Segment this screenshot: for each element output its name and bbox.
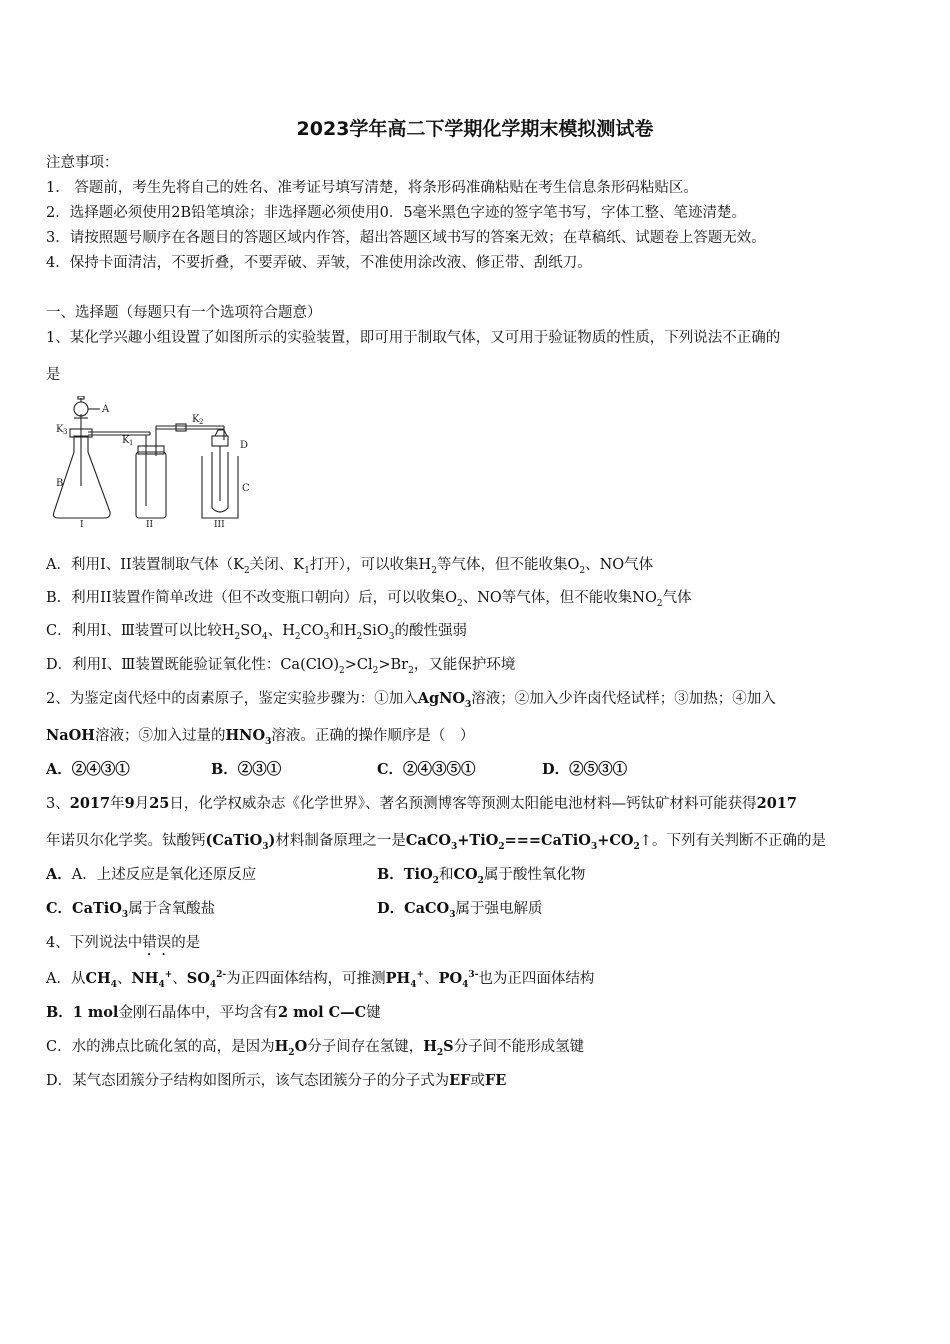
notice-item-2: 2．选择题必须使用2B铅笔填涂；非选择题必须使用0．5毫米黑色字迹的签字笔书写，字体工整、笔迹清楚。	[46, 205, 747, 221]
q3-option-d: D．CaCO$_3$属于强电解质	[377, 900, 543, 920]
label-A: A	[102, 404, 110, 415]
q3-option-b: B．TiO$_2$和$CO_2$属于酸性氧化物	[377, 866, 586, 886]
label-B: B	[56, 478, 64, 489]
q3-stem-line2: 年诺贝尔化学奖。钛酸钙(CaTiO$_3$)材料制备原理之一是$CaCO_3+TiO_2===CaTiO_3+CO_2↑$。下列有关判断不正确的是	[46, 832, 826, 852]
q1-option-d: D．利用Ⅰ、Ⅲ装置既能验证氧化性：$Ca(ClO)_2>Cl_2>Br_2$，又能保护环境	[46, 657, 516, 676]
q4-option-c: C．水的沸点比硫化氢的高，是因为$H_2O$分子间存在氢键，$H_2S$分子间不能形成氢键	[46, 1038, 585, 1058]
apparatus-diagram	[52, 396, 262, 528]
q3-stem-line1: 3、2017年9月25日，化学权威杂志《化学世界》、著名预测博客等预测太阳能电池材料—钙钛矿材料可能获得2017	[46, 795, 797, 812]
notice-item-3: 3．请按照题号顺序在各题目的答题区域内作答，超出答题区域书写的答案无效；在草稿纸、试题卷上答题无效。	[46, 230, 766, 246]
q4-option-d: D．某气态团簇分子结构如图所示，该气态团簇分子的分子式为EF或FE	[46, 1072, 507, 1089]
label-K3-sub: 3	[63, 428, 68, 436]
q2-stem-line2: NaOH溶液；⑤加入过量的$HNO_3$溶液。正确的操作顺序是（ ）	[46, 727, 475, 747]
label-II: II	[146, 520, 154, 528]
section-heading: 一、选择题（每题只有一个选项符合题意）	[46, 305, 322, 321]
q3-option-c: C．CaTiO$_3$属于含氧酸盐	[46, 900, 216, 920]
q4-stem: 4、下列说法中错误的是	[46, 935, 201, 951]
label-III: III	[214, 520, 225, 528]
notice-item-1: 1. 答题前，考生先将自己的姓名、准考证号填写清楚，将条形码准确粘贴在考生信息条形码粘贴区。	[46, 180, 698, 196]
q3-option-a: A．A．上述反应是氧化还原反应	[46, 866, 257, 883]
label-I: I	[80, 520, 84, 528]
q4-option-a: A．从$CH_4$、$NH_4^+$、$SO_4^{2-}$为正四面体结构，可推测$PH_4^+$、$PO_4^{3-}$也为正四面体结构	[46, 970, 595, 990]
q2-option-d: D．②⑤③①	[542, 761, 628, 778]
q2-option-a: A．②④③①	[46, 761, 130, 778]
label-K2: K	[192, 414, 200, 425]
q2-option-c: C．②④③⑤①	[377, 761, 476, 778]
q1-stem-line1: 1、某化学兴趣小组设置了如图所示的实验装置，即可用于制取气体，又可用于验证物质的性质，下列说法不正确的	[46, 330, 781, 346]
q4-option-b: B．1 mol金刚石晶体中，平均含有2 mol C—C键	[46, 1004, 381, 1021]
label-K1-sub: 1	[129, 439, 134, 447]
label-K1: K	[122, 435, 130, 446]
notice-item-4: 4．保持卡面清洁，不要折叠，不要弄破、弄皱，不准使用涂改液、修正带、刮纸刀。	[46, 255, 592, 271]
q2-stem-line1: 2、为鉴定卤代烃中的卤素原子，鉴定实验步骤为：①加入AgNO$_3$溶液；②加入少许卤代烃试样；③加热；④加入	[46, 690, 776, 710]
notice-heading: 注意事项：	[46, 155, 119, 171]
q2-option-b: B．②③①	[211, 761, 282, 778]
label-D: D	[240, 440, 249, 451]
q1-option-c: C．利用Ⅰ、Ⅲ装置可以比较$H_2SO_4$、$H_2CO_3$和$H_2SiO_3$的酸性强弱	[46, 623, 467, 642]
q1-option-b: B．利用II装置作简单改进（但不改变瓶口朝向）后，可以收集$O_2$、NO等气体，但不能收集$NO_2$气体	[46, 590, 692, 609]
q1-option-a: A．利用Ⅰ、II装置制取气体（$K_2$关闭、$K_1$打开），可以收集$H_2$等气体，但不能收集$O_2$、NO气体	[46, 557, 654, 576]
label-C: C	[242, 483, 250, 494]
label-K3: K	[56, 424, 64, 435]
page-title: 2023学年高二下学期化学期末模拟测试卷	[296, 118, 654, 140]
label-K2-sub: 2	[199, 418, 204, 426]
q1-stem-line2: 是	[46, 367, 61, 383]
